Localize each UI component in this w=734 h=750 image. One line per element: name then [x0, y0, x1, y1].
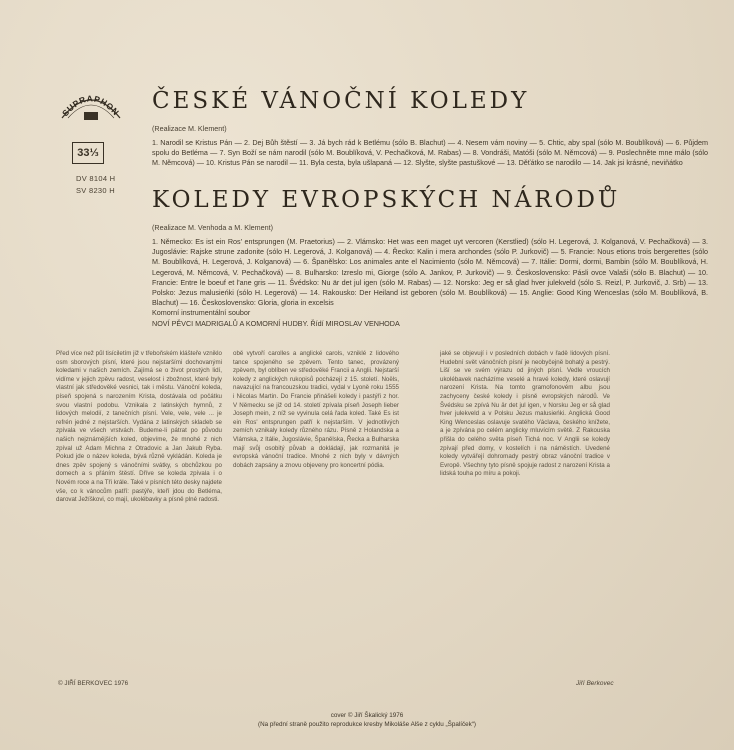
notes-signature: Jiří Berkovec [576, 680, 614, 687]
choir-credit: NOVÍ PĚVCI MADRIGALŮ A KOMORNÍ HUDBY. Řídí MIROSLAV VENHODA [152, 318, 400, 328]
copyright: © JIŘÍ BERKOVEC 1976 [58, 680, 129, 687]
svg-text:SUPRAPHON: SUPRAPHON [60, 93, 122, 119]
album2-title: KOLEDY EVROPSKÝCH NÁRODŮ [152, 187, 621, 213]
album1-title: ČESKÉ VÁNOČNÍ KOLEDY [152, 88, 530, 114]
album1-tracklist: 1. Narodil se Kristus Pán — 2. Dej Bůh štěstí — 3. Já bych rád k Betlému (sólo B. Blachut) — 4. Nesem vám noviny — 5. Chtic, aby spal (sólo M. Boublíková) — 6. Půjdem spolu do Betléma — 7. Syn Boží se nám narodil (sólo M. Boublíková, V. Pechačková, M. Rabas) — 8. Vondráši, Matóši (sólo M. Němcová) — 9. Poslechněte mne málo (sólo M. Němcová) — 10. Kristus Pán se narodil — 11. Byla cesta, byla ušlapaná — 12. Slyšte, slyšte pastuškové — 13. Děťátko se narodilo — 14. Jak jsi krásné, neviňátko [152, 138, 708, 168]
album2-tracks-text: 1. Německo: Es ist ein Ros' entsprungen (M. Praetorius) — 2. Vlámsko: Het was een maget uyt vercoren (Kerstlied) (sólo H. Legerová, J. Kolganová, V. Pechačková) — 3. Jugoslávie: Rajske strune zadonite (sólo H. Legerová, J. Kolganová) — 4. Řecko: Kalin i mera archondes (sólo P. Jurkovič) — 5. Francie: Nous etions trois bergerettes (sólo M. Boublíková, H. Legerová, J. Kolganová) — 6. Španělsko: Los animales ante el Nacimiento (sólo M. Němcová) — 7. Itálie: Dormi, dormi, Bambin (sólo M. Boublíková, H. Legerová, M. Němcová, V. Pechačková) — 8. Bulharsko: Izreslo mi, Giorge (sólo A. Jankov, P. Jurkovič) — 9. Československo: Pásli ovce Valaši (sólo B. Blachut) — 10. Francie: Entre le boeuf et l'ane gris — 11. Švédsko: Nu är det jul igen (sólo M. Rabas) — 12. Norsko: Jeg er så glad hver julekveld (sólo S. Reizl, P. Jurkovič, J. Srb) — 13. Polsko: Jezus malusieńki (sólo H. Legerová) — 14. Rakousko: Der Heiland ist geboren (sólo M. Boublíková) — 15. Anglie: Good King Wenceslas (sólo M. Boublíková, B. Blachut) — 16. Československo: Gloria, gloria in excelsis [152, 237, 708, 308]
liner-notes-col1: Před více než půl tisíciletím již v třeboňském klášteře vzniklo osm sborových písní, které jsou nejstaršími dochovanými koledami v našich zemích. Zajímá se o život prostých lidí, vidíme v jejich zpěvu radost, veselost i zbožnost, které byly vlastní jak středověké vesnici, tak i městu. Vánoční koleda, píseň spojená s narozením Krista, dostávala od počátku svou vlastní podobu. Vznikala z latinských hymnů, z lidových melodií, z tanečních písní. Vele, vele, vele ... je refrén jedné z nejstarších. Vydána z latinských skladeb se zpívala ve všech vrstvách. Budeme-li pátrat po původu našich nejznámějších koled, objevíme, že mnohé z nich zpíval už Adam Michna z Otradovic a Jan Jakub Ryba. Pokud jde o název koleda, bývá různě vykládán. Koleda je dnes zpěv spojený s vánočními svátky, s obchůzkou po domech a s přáním štěstí. Dříve se koleda zpívala i o Novém roce a na Tři krále. Také v písních této desky najdete vše, co k vánocům patří: pastýře, kteří jdou do Betléma, darovat Ježíškovi, co mají, ukolébavky a písně plné radosti. [56, 350, 222, 504]
album2-tracklist [152, 237, 708, 329]
cover-credit: cover © Jiří Škalický 1976 [330, 712, 404, 719]
liner-notes-col3: jaké se objevují i v posledních dobách v řadě lidových písní. Hudební svět vánočních písní je neobyčejně bohatý a pestrý. Liší se ve svém výrazu od jiných písní. Vedle vroucích ukolébavek nacházíme veselé a hravé koledy, které oslavují narození Krista. Na tomto gramofonovém albu jsou zachyceny české koledy i písně evropských národů. Ve Švédsku se zpívá Nu är det jul igen, v Norsku Jeg er så glad hver julekveld a v Polsku Jezus malusieńki. Anglická Good King Wenceslas oslavuje svatého Václava, českého knížete, a je zpívána po celém anglicky mluvícím světě. Z Rakouska přišla do celého světa píseň Tichá noc. V Anglii se koledy zpívají před domy, v kostelích i na náměstích. Uvedené koledy vytvářejí dohromady pestrý obraz vánoční tradice v Evropě. Všechny tyto písně spojuje radost z narození Krista a lidská touha po míru a pokoji. [440, 350, 610, 478]
album2-arrangement: (Realizace M. Venhoda a M. Klement) [152, 223, 274, 232]
album1-arrangement: (Realizace M. Klement) [152, 124, 227, 133]
performers: Komorní instrumentální soubor [152, 308, 251, 318]
catalog-number-stereo: SV 8230 H [76, 186, 115, 195]
liner-notes-col2: obě vytvoří carolles a anglické carols, vzniklé z lidového tance spojeného se zpěvem. Tento tanec, provázený zpěvem, byl oblíben ve středověké Francii a Anglii. Nejstarší koledy z anglických rukopisů pocházejí z 15. století. Noëls, navazující na francouzskou tradici, vydal v Lyoně roku 1555 i Nicolas Martin. Do Francie přinášeli koledy i pastýři z hor. V Německu se již od 14. století zpívala píseň Joseph lieber Joseph mein, z níž se vyvinula celá řada koled. Také Es ist ein Ros' entsprungen patří k nejstarším. V jednotlivých zemích vznikaly koledy různého rázu. Písně z Holandska a Vlámska, z Itálie, Jugoslávie, Španělska, Řecka a Bulharska mají svůj osobitý půvab a dokládají, jak rozmanitá je evropská vánoční tradice. Mnohé z nich byly v dávných dobách zapsány a znovu objeveny pro koncertní pódia. [233, 350, 399, 469]
speed-badge: 33⅓ [72, 142, 104, 164]
cover-note: (Na přední straně použito reprodukce kresby Mikoláše Alše z cyklu „Špalíček“) [257, 721, 477, 728]
catalog-number-mono: DV 8104 H [76, 174, 116, 183]
supraphon-logo [58, 88, 124, 122]
